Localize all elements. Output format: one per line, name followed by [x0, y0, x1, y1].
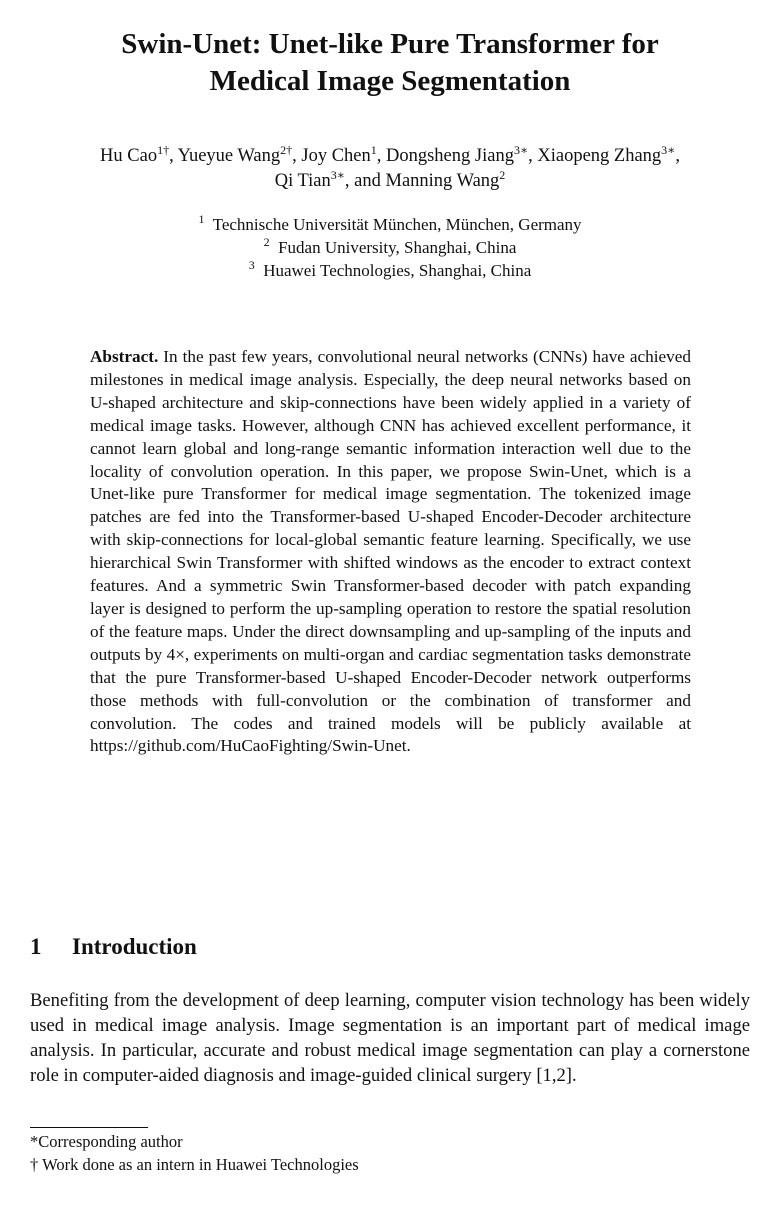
affiliation-number: 2	[263, 235, 270, 249]
title-line-1: Swin-Unet: Unet-like Pure Transformer for	[121, 28, 659, 60]
author-mark: 1	[370, 143, 377, 157]
author: Yueyue Wang	[177, 146, 281, 166]
author: Qi Tian	[274, 171, 331, 191]
affiliation-text: Fudan University, Shanghai, China	[278, 238, 517, 257]
author-line-1: Hu Cao$^{1\dagger}$, Yueyue Wang$^{2\dagger}$, Joy Chen$^1$, Dongsheng Jiang$^{3∗}$, Xiaopeng Zhang$^{3∗}$,	[100, 143, 680, 166]
author-mark: 3∗	[661, 143, 676, 157]
author-mark: 3∗	[513, 143, 529, 157]
affiliation	[0, 213, 780, 236]
affiliation-number: 3	[248, 258, 255, 272]
footnote-intern: † Work done as an intern in Huawei Technologies	[30, 1155, 359, 1174]
footnote-rule	[30, 1127, 148, 1128]
paper-title	[0, 26, 780, 100]
footnote-corresponding: *Corresponding author	[30, 1132, 183, 1151]
author-list	[0, 144, 780, 194]
affiliation-text: Technische Universität München, München, Germany	[212, 215, 582, 234]
author: Manning Wang	[385, 171, 500, 191]
section-heading	[30, 932, 197, 962]
affiliation-number: 1	[198, 212, 205, 226]
affiliation	[0, 259, 780, 282]
intro-paragraph: Benefiting from the development of deep learning, computer vision technology has been widely used in medical image analysis. Image segmentation is an important part of medical image analysis. In particular, accurate and robust medical image segmentation can play a cornerstone role in computer-aided diagnosis and image-guided clinical surgery [1,2].	[30, 990, 750, 1086]
author-mark: 1†	[157, 143, 170, 157]
abstract	[90, 346, 691, 758]
author: Hu Cao	[100, 146, 158, 166]
author-mark: 2	[499, 168, 506, 182]
author-line-2: Qi Tian$^{3∗}$, and Manning Wang$^2$	[274, 168, 506, 191]
section-number: 1	[30, 934, 42, 959]
section-title: Introduction	[72, 934, 197, 959]
abstract-body: In the past few years, convolutional neural networks (CNNs) have achieved milestones in medical image analysis. Especially, the deep neural networks based on U-shaped architecture and skip-connections have been widely applied in a variety of medical image tasks. However, although CNN has achieved excellent performance, it cannot learn global and long-range semantic information interaction well due to the locality of convolution operation. In this paper, we propose Swin-Unet, which is a Unet-like pure Transformer for medical image segmentation. The tokenized image patches are fed into the Transformer-based U-shaped Encoder-Decoder architecture with skip-connections for local-global semantic feature learning. Specifically, we use hierarchical Swin Transformer with shifted windows as the encoder to extract context features. And a symmetric Swin Transformer-based decoder with patch expanding layer is designed to perform the up-sampling operation to restore the spatial resolution of the feature maps. Under the direct downsampling and up-sampling of the inputs and outputs by 4×, experiments on multi-organ and cardiac segmentation tasks demonstrate that the pure Transformer-based U-shaped Encoder-Decoder network outperforms those methods with full-convolution or the combination of transformer and convolution. The codes and trained models will be publicly available at https://github.com/HuCaoFighting/Swin-Unet.	[90, 347, 691, 756]
author-mark: 2†	[280, 143, 293, 157]
affiliation-text: Huawei Technologies, Shanghai, China	[263, 261, 532, 280]
author: Xiaopeng Zhang	[537, 146, 662, 166]
affiliation	[0, 236, 780, 259]
author: Dongsheng Jiang	[386, 146, 514, 166]
title-line-2: Medical Image Segmentation	[209, 65, 571, 97]
affiliation-list	[0, 213, 780, 282]
author: Joy Chen	[301, 146, 371, 166]
abstract-label: Abstract.	[90, 347, 159, 366]
author-mark: 3∗	[330, 168, 345, 182]
